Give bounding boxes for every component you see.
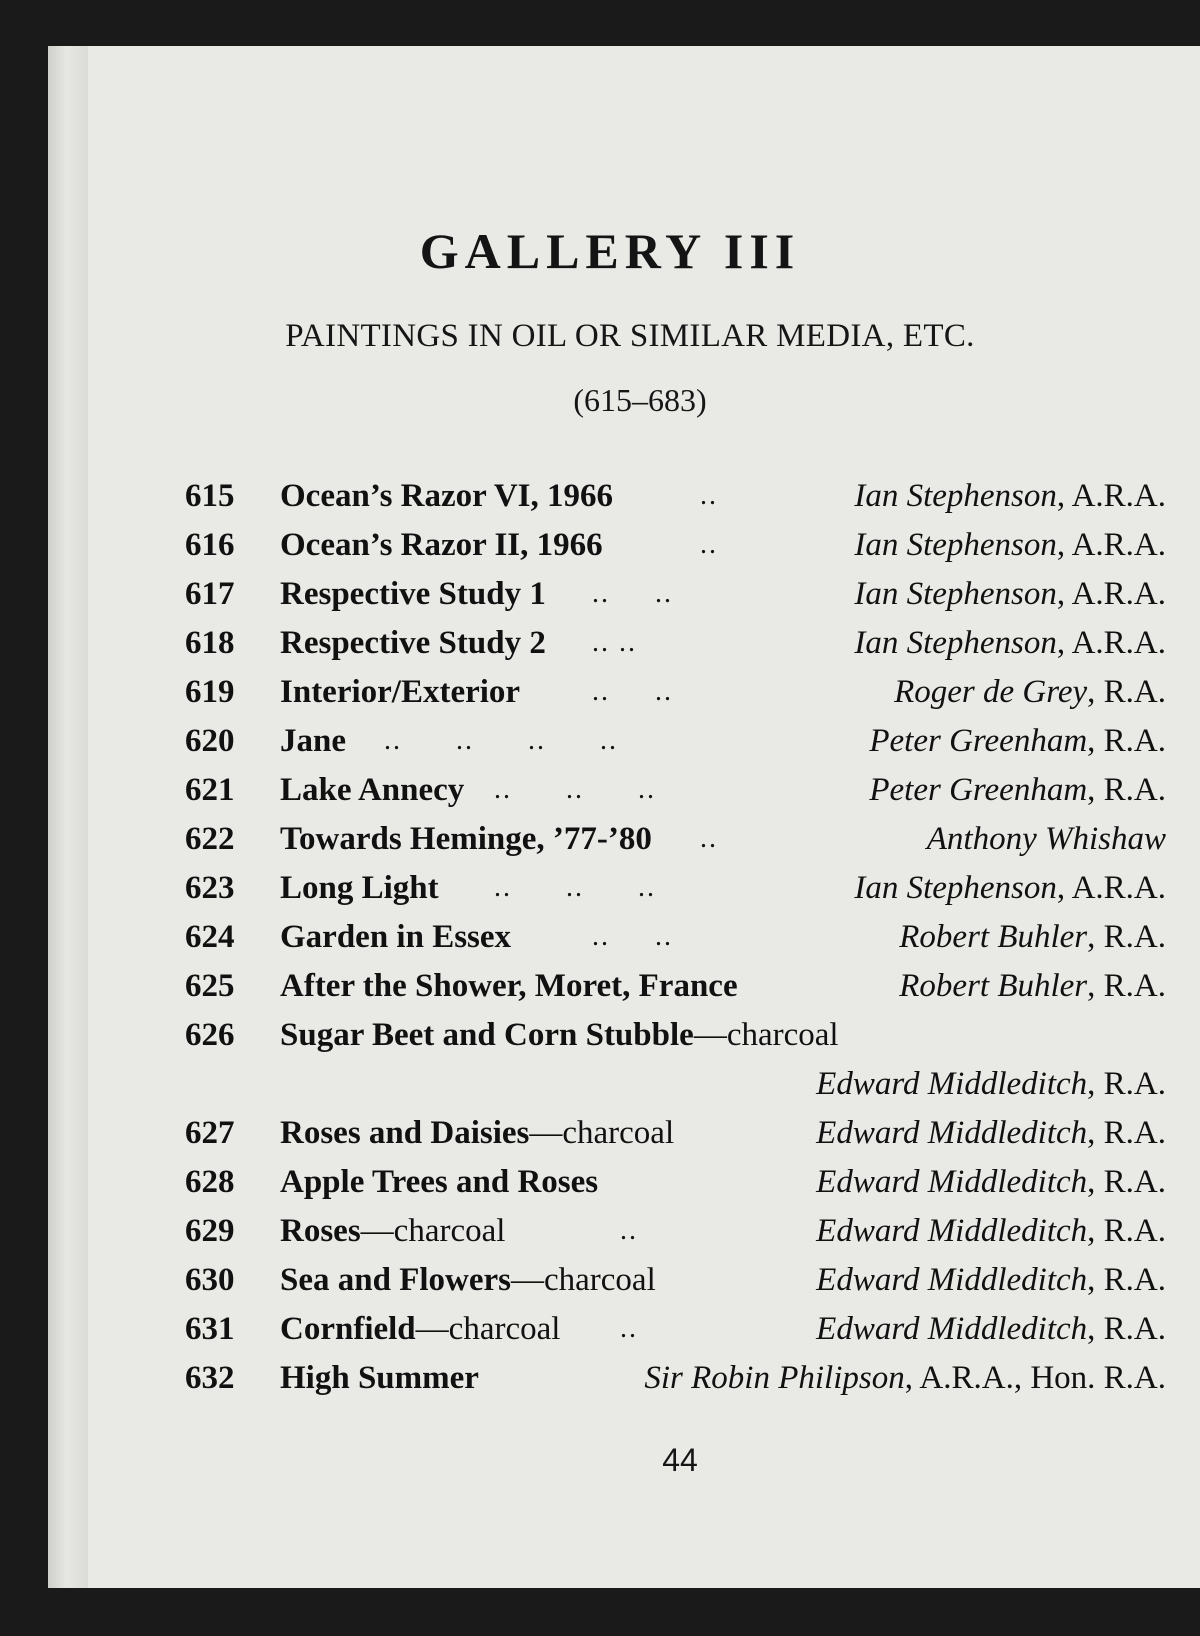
- entry-title: [280, 1311, 560, 1348]
- artist-honours: , A.R.A.: [1056, 576, 1166, 612]
- catalogue-entry: [0, 1311, 1200, 1357]
- artist-honours: , A.R.A.: [1056, 870, 1166, 906]
- entry-number: 623: [185, 870, 235, 906]
- catalogue-entry: [0, 772, 1200, 818]
- leader-dots: .. ..: [592, 921, 673, 952]
- entry-artist: [854, 870, 1166, 907]
- catalogue-range: (615–683): [573, 382, 707, 418]
- entry-title-text: Cornfield: [280, 1311, 416, 1347]
- entry-medium: —charcoal: [415, 1311, 561, 1347]
- entry-artist: [816, 1164, 1166, 1201]
- page-number: 44: [662, 1442, 698, 1478]
- artist-honours: , R.A.: [1087, 674, 1166, 710]
- entry-number: 631: [185, 1311, 235, 1347]
- entry-title-text: After the Shower, Moret, France: [280, 968, 738, 1004]
- leader-dots: ..: [700, 529, 718, 560]
- artist-honours: , R.A.: [1087, 723, 1166, 759]
- entry-title: [280, 870, 439, 907]
- entry-number: 624: [185, 919, 235, 955]
- leader-dots: .. .. ..: [494, 774, 656, 805]
- artist-honours: , R.A.: [1087, 919, 1166, 955]
- leader-dots: .. .. .. ..: [384, 725, 618, 756]
- entry-artist: [854, 576, 1166, 613]
- artist-name: Edward Middleditch: [816, 1213, 1088, 1249]
- entry-title: [280, 1115, 674, 1152]
- catalogue-entry: [0, 1360, 1200, 1406]
- artist-name: Edward Middleditch: [816, 1262, 1088, 1298]
- entry-title: [280, 1017, 839, 1054]
- entry-artist: [927, 821, 1166, 858]
- catalogue-entry: [0, 625, 1200, 671]
- catalogue-entry: [0, 576, 1200, 622]
- catalogue-entry: [0, 1017, 1200, 1063]
- catalogue-entry: [0, 821, 1200, 867]
- entry-number: 616: [185, 527, 235, 563]
- entry-number: 629: [185, 1213, 235, 1249]
- entry-number: 625: [185, 968, 235, 1004]
- catalogue-entry: [0, 723, 1200, 769]
- entry-artist: [816, 1115, 1166, 1152]
- entry-title: [280, 527, 603, 564]
- entry-medium: —charcoal: [360, 1213, 506, 1249]
- catalogue-entry: [0, 1262, 1200, 1308]
- artist-name: Roger de Grey: [894, 674, 1088, 710]
- entry-title-text: Ocean’s Razor VI, 1966: [280, 478, 614, 514]
- entry-number: 621: [185, 772, 235, 808]
- leader-dots: .. ..: [592, 578, 673, 609]
- entry-title-text: Roses and Daisies: [280, 1115, 530, 1151]
- leader-dots: ..: [620, 1215, 638, 1246]
- entry-artist: [816, 1066, 1166, 1103]
- leader-dots: ..: [700, 480, 718, 511]
- entry-title: [280, 1213, 505, 1250]
- entry-title: [280, 625, 546, 662]
- artist-name: Anthony Whishaw: [926, 821, 1166, 857]
- entry-number: 626: [185, 1017, 235, 1053]
- artist-name: Sir Robin Philipson: [644, 1360, 905, 1396]
- entry-artist: [816, 1213, 1166, 1250]
- artist-honours: , R.A.: [1087, 1066, 1166, 1102]
- artist-honours: , A.R.A., Hon. R.A.: [904, 1360, 1166, 1396]
- catalogue-entry: [0, 968, 1200, 1014]
- entry-title: [280, 1164, 598, 1201]
- entry-medium: —charcoal: [693, 1017, 839, 1053]
- catalogue-entry: [0, 674, 1200, 720]
- entry-artist: [899, 968, 1166, 1005]
- entry-title-text: Roses: [280, 1213, 361, 1249]
- entry-artist: [869, 723, 1166, 760]
- entry-artist: [854, 527, 1166, 564]
- leader-dots: ..: [700, 823, 718, 854]
- entry-artist: [644, 1360, 1166, 1397]
- catalogue-entry-continuation: [0, 1066, 1200, 1112]
- leader-dots: ..: [620, 1313, 638, 1344]
- artist-honours: , R.A.: [1087, 1311, 1166, 1347]
- entry-title-text: Long Light: [280, 870, 439, 906]
- artist-name: Ian Stephenson: [854, 478, 1057, 514]
- entry-number: 617: [185, 576, 235, 612]
- entry-title: [280, 772, 464, 809]
- leader-dots: .. ..: [592, 627, 637, 658]
- entry-artist: [894, 674, 1166, 711]
- entry-title-text: Respective Study 2: [280, 625, 546, 661]
- leader-dots: .. ..: [592, 676, 673, 707]
- artist-honours: , R.A.: [1087, 968, 1166, 1004]
- entry-artist: [854, 478, 1166, 515]
- artist-honours: , R.A.: [1087, 1115, 1166, 1151]
- entry-number: 619: [185, 674, 235, 710]
- entry-title: [280, 478, 613, 515]
- leader-dots: .. .. ..: [494, 872, 656, 903]
- entry-title-text: Interior/Exterior: [280, 674, 521, 710]
- artist-honours: , R.A.: [1087, 1262, 1166, 1298]
- artist-honours: , A.R.A.: [1056, 625, 1166, 661]
- entry-title: [280, 821, 652, 858]
- artist-name: Ian Stephenson: [854, 870, 1057, 906]
- catalogue-entry: [0, 919, 1200, 965]
- artist-name: Ian Stephenson: [854, 527, 1057, 563]
- artist-name: Ian Stephenson: [854, 625, 1057, 661]
- gallery-title: GALLERY III: [419, 223, 801, 279]
- entry-title-text: Sea and Flowers: [280, 1262, 511, 1298]
- catalogue-entry: [0, 1164, 1200, 1210]
- artist-name: Ian Stephenson: [854, 576, 1057, 612]
- catalogue-entry: [0, 1213, 1200, 1259]
- entry-title-text: High Summer: [280, 1360, 479, 1396]
- entry-medium: —charcoal: [511, 1262, 656, 1298]
- entry-artist: [816, 1262, 1166, 1299]
- entry-title-text: Lake Annecy: [280, 772, 465, 808]
- entry-title-text: Ocean’s Razor II, 1966: [280, 527, 603, 563]
- entry-number: 632: [185, 1360, 235, 1396]
- artist-name: Edward Middleditch: [816, 1311, 1088, 1347]
- entry-number: 622: [185, 821, 235, 857]
- artist-honours: , A.R.A.: [1056, 527, 1166, 563]
- entry-title: [280, 723, 346, 760]
- entry-number: 615: [185, 478, 235, 514]
- entry-title: [280, 919, 511, 956]
- artist-name: Edward Middleditch: [816, 1066, 1088, 1102]
- entry-title: [280, 1360, 479, 1397]
- entry-title-text: Jane: [280, 723, 346, 759]
- entry-medium: —charcoal: [529, 1115, 675, 1151]
- entry-title: [280, 968, 738, 1005]
- artist-name: Edward Middleditch: [816, 1164, 1088, 1200]
- artist-honours: , R.A.: [1087, 1164, 1166, 1200]
- catalogue-entry: [0, 527, 1200, 573]
- artist-name: Robert Buhler: [899, 968, 1088, 1004]
- entry-artist: [869, 772, 1166, 809]
- entry-number: 628: [185, 1164, 235, 1200]
- artist-name: Edward Middleditch: [816, 1115, 1088, 1151]
- artist-name: Robert Buhler: [899, 919, 1088, 955]
- artist-name: Peter Greenham: [869, 723, 1088, 759]
- catalogue-entry: [0, 478, 1200, 524]
- entry-title-text: Towards Heminge, ’77-’80: [280, 821, 652, 857]
- artist-honours: , R.A.: [1087, 1213, 1166, 1249]
- entry-artist: [854, 625, 1166, 662]
- entry-title-text: Respective Study 1: [280, 576, 546, 612]
- entry-number: 618: [185, 625, 235, 661]
- artist-honours: , R.A.: [1087, 772, 1166, 808]
- entry-artist: [899, 919, 1166, 956]
- gallery-subtitle: PAINTINGS IN OIL OR SIMILAR MEDIA, ETC.: [285, 318, 975, 354]
- entry-title-text: Sugar Beet and Corn Stubble: [280, 1017, 694, 1053]
- entry-title: [280, 1262, 656, 1299]
- entry-title: [280, 674, 520, 711]
- entry-title-text: Apple Trees and Roses: [280, 1164, 599, 1200]
- catalogue-entry: [0, 1115, 1200, 1161]
- entry-artist: [816, 1311, 1166, 1348]
- entry-number: 620: [185, 723, 235, 759]
- entry-title-text: Garden in Essex: [280, 919, 512, 955]
- entry-title: [280, 576, 546, 613]
- artist-name: Peter Greenham: [869, 772, 1088, 808]
- entry-number: 630: [185, 1262, 235, 1298]
- entry-number: 627: [185, 1115, 235, 1151]
- catalogue-entry: [0, 870, 1200, 916]
- artist-honours: , A.R.A.: [1056, 478, 1166, 514]
